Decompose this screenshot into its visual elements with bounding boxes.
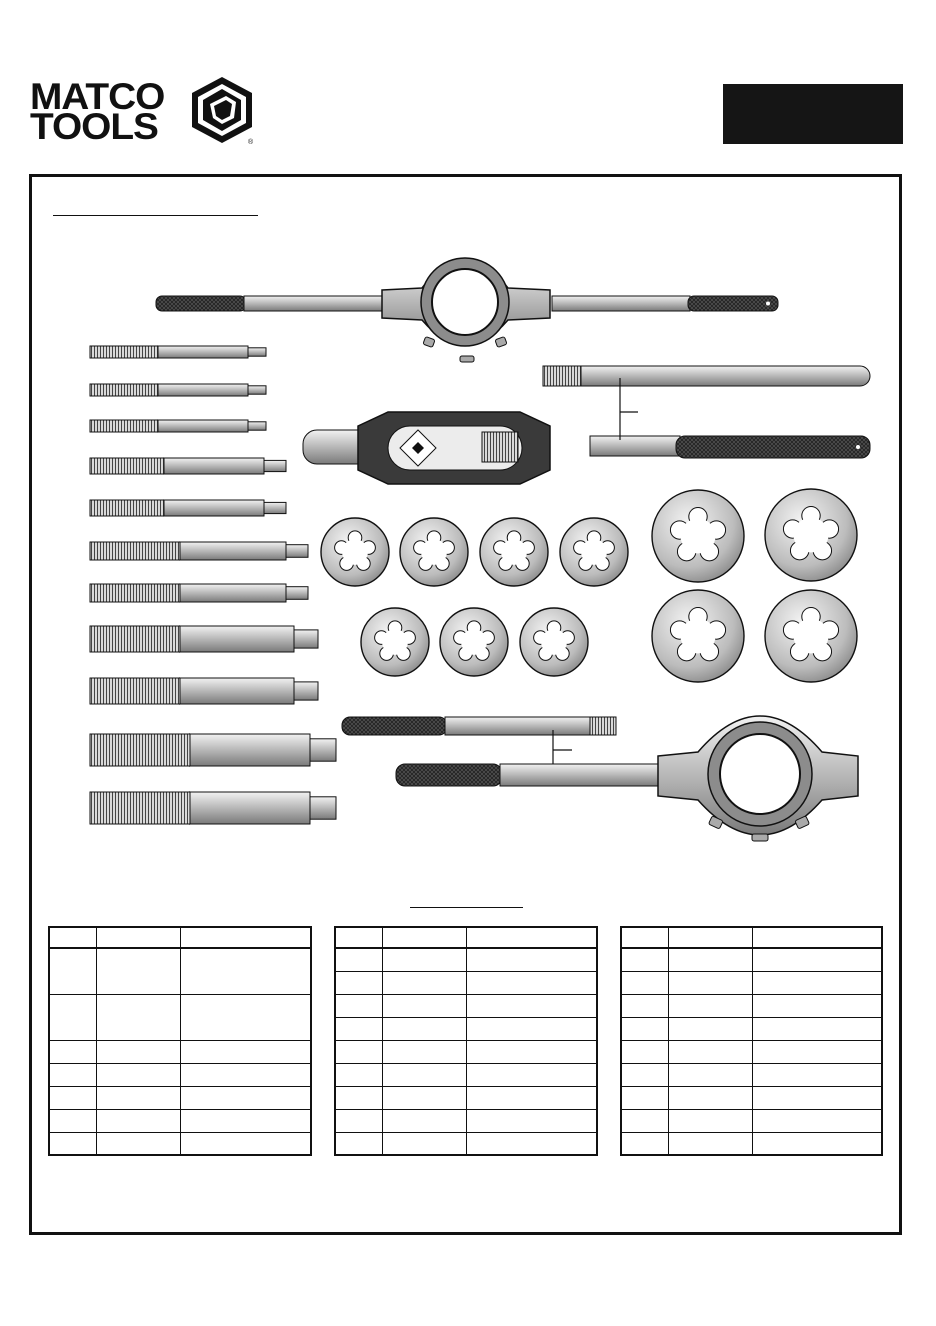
- table-cell: [335, 1132, 382, 1155]
- tap-wrench-icon: [303, 366, 870, 484]
- table-cell: [752, 1086, 882, 1109]
- brand-wordmark: [30, 76, 190, 147]
- table-cell: [621, 1063, 668, 1086]
- table-header-cell: [382, 927, 466, 948]
- table-cell: [96, 994, 180, 1040]
- table-header-cell: [335, 927, 382, 948]
- die-icon: [440, 608, 508, 676]
- table-cell: [180, 1040, 311, 1063]
- table-cell: [180, 1132, 311, 1155]
- table-cell: [180, 1086, 311, 1109]
- table-cell: [335, 971, 382, 994]
- table-cell: [466, 1109, 597, 1132]
- table-cell: [668, 1086, 752, 1109]
- hexagon-fist-icon: [186, 74, 258, 146]
- table-header-cell: [49, 927, 96, 948]
- table-header-cell: [96, 927, 180, 948]
- die-stock-icon: [156, 258, 778, 362]
- table-cell: [96, 1063, 180, 1086]
- die-icon: [560, 518, 628, 586]
- table-cell: [668, 971, 752, 994]
- table-cell: [335, 1086, 382, 1109]
- table-cell: [668, 1109, 752, 1132]
- table-cell: [466, 994, 597, 1017]
- table-cell: [466, 971, 597, 994]
- table-cell: [382, 948, 466, 971]
- table-cell: [621, 994, 668, 1017]
- table-row: [621, 994, 882, 1017]
- table-cell: [668, 1040, 752, 1063]
- die-icon: [321, 518, 389, 586]
- table-cell: [621, 1040, 668, 1063]
- table-cell: [752, 994, 882, 1017]
- registered-mark: ®: [248, 139, 254, 146]
- die-icon: [520, 608, 588, 676]
- table-row: [621, 971, 882, 994]
- table-cell: [382, 1109, 466, 1132]
- table-cell: [752, 971, 882, 994]
- table-header-cell: [752, 927, 882, 948]
- table-cell: [621, 1086, 668, 1109]
- table-cell: [335, 948, 382, 971]
- table-cell: [466, 1017, 597, 1040]
- table-cell: [752, 1063, 882, 1086]
- die-icon: [361, 608, 429, 676]
- tap-icon: [90, 420, 266, 432]
- table-row: [49, 948, 311, 994]
- table-header-cell: [466, 927, 597, 948]
- table-cell: [335, 994, 382, 1017]
- table-cell: [752, 1109, 882, 1132]
- table-cell: [180, 1109, 311, 1132]
- die-icon: [765, 590, 857, 682]
- tap-icon: [90, 584, 308, 602]
- table-cell: [668, 994, 752, 1017]
- table-cell: [382, 1017, 466, 1040]
- table-cell: [668, 1017, 752, 1040]
- table-row: [621, 948, 882, 971]
- table-cell: [621, 948, 668, 971]
- tap-set: [90, 346, 336, 824]
- table-cell: [180, 994, 311, 1040]
- table-cell: [49, 1040, 96, 1063]
- table-cell: [621, 971, 668, 994]
- table-cell: [752, 1132, 882, 1155]
- tap-icon: [90, 678, 318, 704]
- table-row: [49, 1132, 311, 1155]
- table-cell: [668, 1063, 752, 1086]
- table-cell: [752, 948, 882, 971]
- table-row: [335, 1017, 597, 1040]
- table-header-cell: [668, 927, 752, 948]
- die-icon: [480, 518, 548, 586]
- tap-icon: [90, 792, 336, 824]
- table-cell: [382, 1086, 466, 1109]
- spec-table-middle: [334, 926, 598, 1156]
- tap-icon: [90, 734, 336, 766]
- table-cell: [668, 948, 752, 971]
- table-row: [335, 1132, 597, 1155]
- table-row: [49, 1086, 311, 1109]
- table-cell: [49, 1063, 96, 1086]
- table-cell: [180, 948, 311, 994]
- table-cell: [466, 1063, 597, 1086]
- table-cell: [382, 1132, 466, 1155]
- table-cell: [96, 1086, 180, 1109]
- table-cell: [382, 971, 466, 994]
- table-row: [49, 1063, 311, 1086]
- table-cell: [335, 1040, 382, 1063]
- table-cell: [96, 1040, 180, 1063]
- spec-table-left: [48, 926, 312, 1156]
- table-cell: [49, 1132, 96, 1155]
- table-cell: [180, 1063, 311, 1086]
- table-cell: [621, 1109, 668, 1132]
- table-row: [621, 1132, 882, 1155]
- tap-icon: [90, 384, 266, 396]
- tool-set-illustration: [40, 240, 900, 860]
- die-stock-icon: [342, 716, 858, 841]
- table-row: [621, 1086, 882, 1109]
- die-icon: [652, 590, 744, 682]
- table-cell: [466, 1040, 597, 1063]
- table-cell: [49, 1086, 96, 1109]
- table-row: [621, 1063, 882, 1086]
- brand-wordmark-line2: TOOLS: [30, 106, 158, 147]
- tap-icon: [90, 500, 286, 516]
- table-cell: [49, 948, 96, 994]
- table-cell: [335, 1109, 382, 1132]
- table-cell: [382, 1040, 466, 1063]
- table-cell: [752, 1040, 882, 1063]
- tap-icon: [90, 626, 318, 652]
- table-title-rule: [410, 907, 523, 908]
- table-cell: [335, 1017, 382, 1040]
- table-row: [49, 1109, 311, 1132]
- die-icon: [765, 489, 857, 581]
- die-set: [321, 489, 857, 682]
- table-cell: [96, 1109, 180, 1132]
- table-row: [335, 971, 597, 994]
- table-row: [621, 1017, 882, 1040]
- table-cell: [752, 1017, 882, 1040]
- table-cell: [96, 1132, 180, 1155]
- table-cell: [466, 1132, 597, 1155]
- table-cell: [49, 994, 96, 1040]
- table-row: [335, 1040, 597, 1063]
- table-header-cell: [621, 927, 668, 948]
- table-cell: [621, 1017, 668, 1040]
- tap-icon: [90, 346, 266, 358]
- tap-icon: [90, 458, 286, 474]
- table-cell: [335, 1063, 382, 1086]
- table-cell: [466, 1086, 597, 1109]
- section-title-rule: [53, 215, 258, 216]
- table-cell: [382, 1063, 466, 1086]
- table-row: [335, 1086, 597, 1109]
- table-row: [49, 1040, 311, 1063]
- tap-icon: [90, 542, 308, 560]
- table-row: [49, 994, 311, 1040]
- table-row: [621, 1109, 882, 1132]
- die-icon: [400, 518, 468, 586]
- table-row: [335, 1109, 597, 1132]
- table-cell: [382, 994, 466, 1017]
- table-cell: [49, 1109, 96, 1132]
- table-cell: [621, 1132, 668, 1155]
- brand-wordmark-line1: MATCO: [30, 76, 165, 117]
- table-header-row: [335, 927, 597, 948]
- table-cell: [668, 1132, 752, 1155]
- table-row: [621, 1040, 882, 1063]
- table-row: [335, 1063, 597, 1086]
- header-label-box: [723, 84, 903, 144]
- table-cell: [466, 948, 597, 971]
- table-header-row: [621, 927, 882, 948]
- table-cell: [96, 948, 180, 994]
- table-row: [335, 948, 597, 971]
- spec-table-right: [620, 926, 883, 1156]
- table-header-row: [49, 927, 311, 948]
- die-icon: [652, 490, 744, 582]
- table-row: [335, 994, 597, 1017]
- table-header-cell: [180, 927, 311, 948]
